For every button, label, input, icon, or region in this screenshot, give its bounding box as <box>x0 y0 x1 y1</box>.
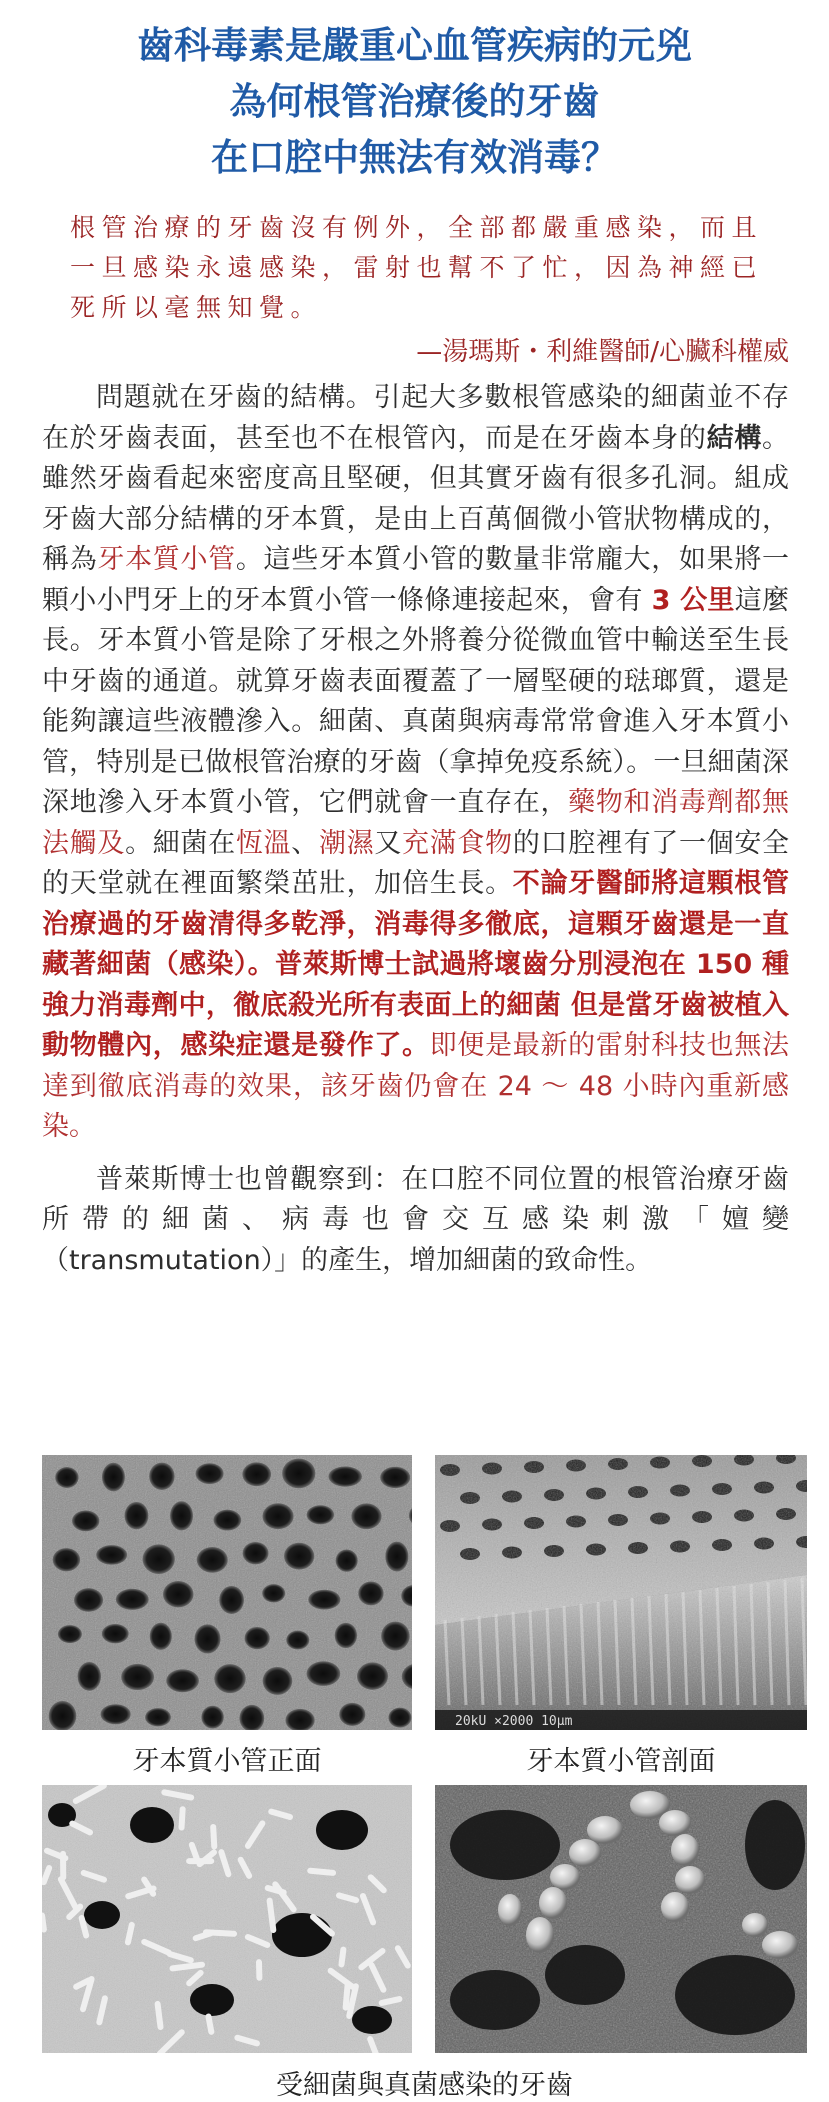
p1-text-7: 這麼長。牙本質小管是除了牙根之外將養分從微血管中輸送至生長中牙齒的通道。就算牙齒表面覆蓋了一層堅硬的琺瑯質，還是能夠讓這些液體滲入。細菌、真菌與病毒常常會進入牙本質小管，特別是已做根管治療的牙齒（拿掉免疫系統）。一旦細菌深深地滲入牙本質小管，它們就會一直存在， <box>42 584 790 818</box>
quote-attribution: —湯瑪斯・利維醫師/心臟科權威 <box>416 337 789 367</box>
p1-text-11: 、 <box>291 827 319 859</box>
article-title <box>0 0 829 186</box>
p1-bold-red-disinfect: 不論牙醫師將這顆根管治療過的牙齒清得多乾淨，消毒得多徹底，這顆牙齒還是一直藏著細菌（感染）。普萊斯博士試過將壞齒分別浸泡在 150 種強力消毒劑中，徹底殺光所有表面上的細菌 但是當牙齒被植入動物體內，感染症還是發作了。 <box>42 868 790 1061</box>
p1-red-laser: 即便是最新的雷射科技也無法達到徹底消毒的效果，該牙齒仍會在 24 ～ 48 小時內重新感染。 <box>42 1030 790 1142</box>
p1-text-5: 。這些牙本質小管的數量非常龐大，如果將一顆小小門牙上的牙本質小管一條條連接起來，會有 <box>42 544 790 616</box>
p1-text-15: 的口腔裡有了一個安全的天堂就在裡面繁榮茁壯，加倍生長。 <box>42 827 790 899</box>
caption-infected: 受細菌與真菌感染的牙齒 <box>276 2070 573 2101</box>
p1-red-cannot-reach: 藥物和消毒劑都無法觸及 <box>42 787 790 859</box>
caption-front: 牙本質小管正面 <box>132 1746 322 1777</box>
p1-red-moist: 潮濕 <box>318 827 375 859</box>
dentin-tubules-section-image <box>435 1455 807 1730</box>
title-line-2: 為何根管治療後的牙齒 <box>229 80 600 123</box>
caption-section: 牙本質小管剖面 <box>526 1746 716 1777</box>
dentin-tubules-front-image <box>42 1455 412 1730</box>
p1-text-1: 問題就在牙齒的結構。引起大多數根管感染的細菌並不存在於牙齒表面，甚至也不在根管內，而是在牙齒本身的 <box>42 382 789 454</box>
paragraph-2: 普萊斯博士也曾觀察到：在口腔不同位置的根管治療牙齒所帶的細菌、病毒也會交互感染刺激「嬗變（transmutation）」的產生，增加細菌的致命性。 <box>42 1163 789 1276</box>
infected-tooth-fungi-image <box>435 1785 807 2053</box>
micrograph-scale-label: 20kU ×2000 10µm <box>455 1714 573 1729</box>
p1-text-13: 又 <box>374 827 403 859</box>
title-line-3: 在口腔中無法有效消毒？ <box>211 136 618 179</box>
p1-bold-structure: 結構 <box>706 422 763 454</box>
p1-red-food: 充滿食物 <box>402 827 513 859</box>
p1-text-3: 。雖然牙齒看起來密度高且堅硬，但其實牙齒有很多孔洞。組成牙齒大部分結構的牙本質，是由上百萬個微小管狀物構成的，稱為 <box>42 422 790 575</box>
p1-text-9: 。細菌在 <box>125 827 236 859</box>
infected-tooth-bacteria-image <box>42 1785 412 2053</box>
article-body <box>42 378 789 1281</box>
title-line-1: 齒科毒素是嚴重心血管疾病的元兇 <box>137 24 692 67</box>
paragraph-1 <box>42 378 789 1148</box>
p1-bold-3km: 3 公里 <box>651 584 735 616</box>
p1-red-warm: 恆溫 <box>235 827 292 859</box>
p1-red-dentin-tubules: 牙本質小管 <box>97 544 236 575</box>
quote-text: 根管治療的牙齒沒有例外，全部都嚴重感染，而且一旦感染永遠感染，雷射也幫不了忙，因為神經已死所以毫無知覺。 <box>70 213 764 322</box>
